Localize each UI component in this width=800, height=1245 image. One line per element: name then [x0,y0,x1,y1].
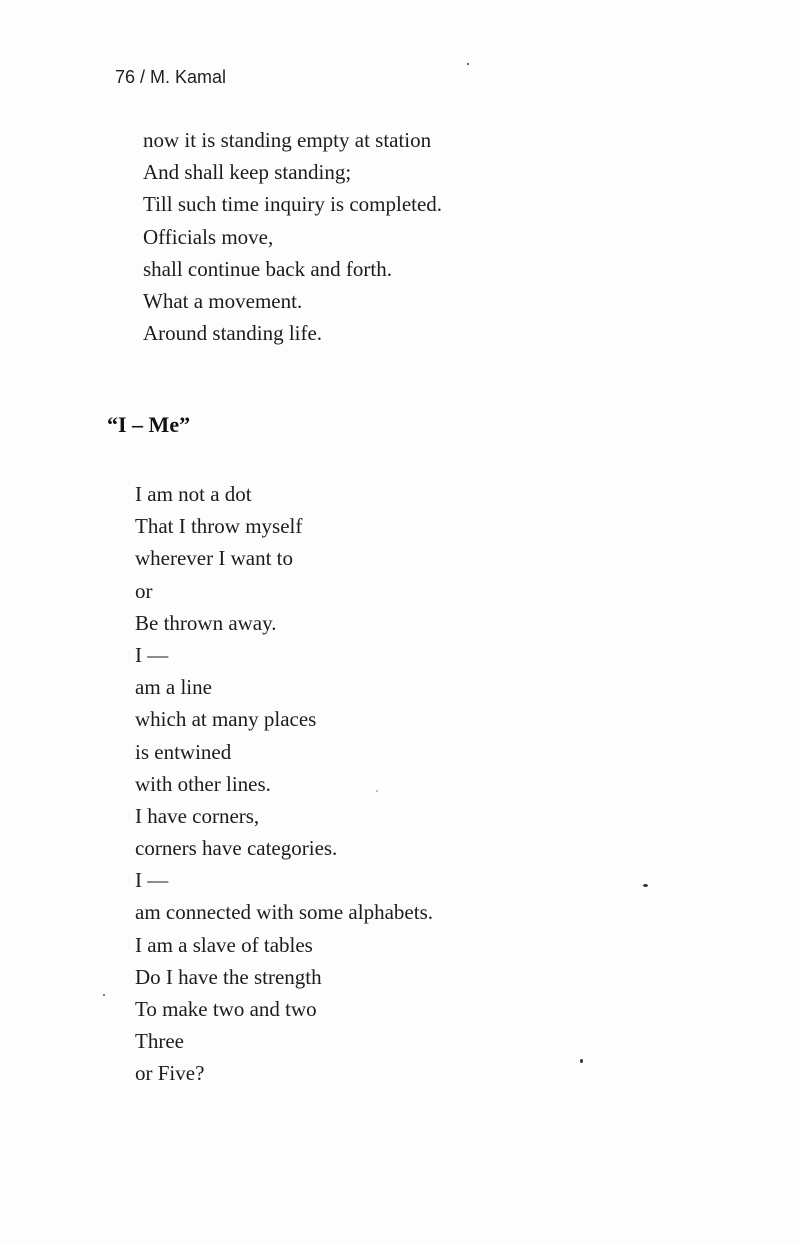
poem-line: Officials move, [143,224,274,249]
poem-title: “I – Me” [107,412,191,437]
scan-speck [103,994,105,996]
poem-line: And shall keep standing; [143,160,352,185]
poem-i-me-body [135,478,433,1090]
poem-line: with other lines. [135,771,271,796]
poem-line: now it is standing empty at station [143,128,432,152]
poem-line: Around standing life. [143,321,323,346]
poem-line: What a movement. [143,288,303,313]
poem-line: am connected with some alphabets. [135,900,433,925]
poem-line: am a line [135,675,212,700]
poem-line: I — [135,642,169,667]
poem-line: That I throw myself [135,514,303,539]
scan-speck [643,884,648,887]
poem-line: I have corners, [135,803,260,828]
poem-line: corners have categories. [135,836,338,861]
poem-line: I am a slave of tables [135,932,313,957]
poem-line: shall continue back and forth. [143,256,393,281]
poem-line: To make two and two [135,997,317,1021]
poem-line: wherever I want to [135,546,294,571]
scan-speck [376,790,378,792]
poem-line: which at many places [135,707,317,732]
poem-continued-stanza [143,124,442,349]
poem-line: or [135,578,153,603]
poem-line: or Five? [135,1061,205,1086]
scan-speck [580,1059,583,1063]
poem-line: Three [135,1029,184,1054]
scan-speck [467,63,469,65]
poem-line: Do I have the strength [135,964,322,989]
poem-line: Till such time inquiry is completed. [143,192,443,217]
poem-line: I am not a dot [135,482,252,506]
poem-line: I — [135,868,169,893]
poem-line: Be thrown away. [135,610,277,635]
poem-line: is entwined [135,739,232,764]
running-head: 76 / M. Kamal [115,67,227,87]
